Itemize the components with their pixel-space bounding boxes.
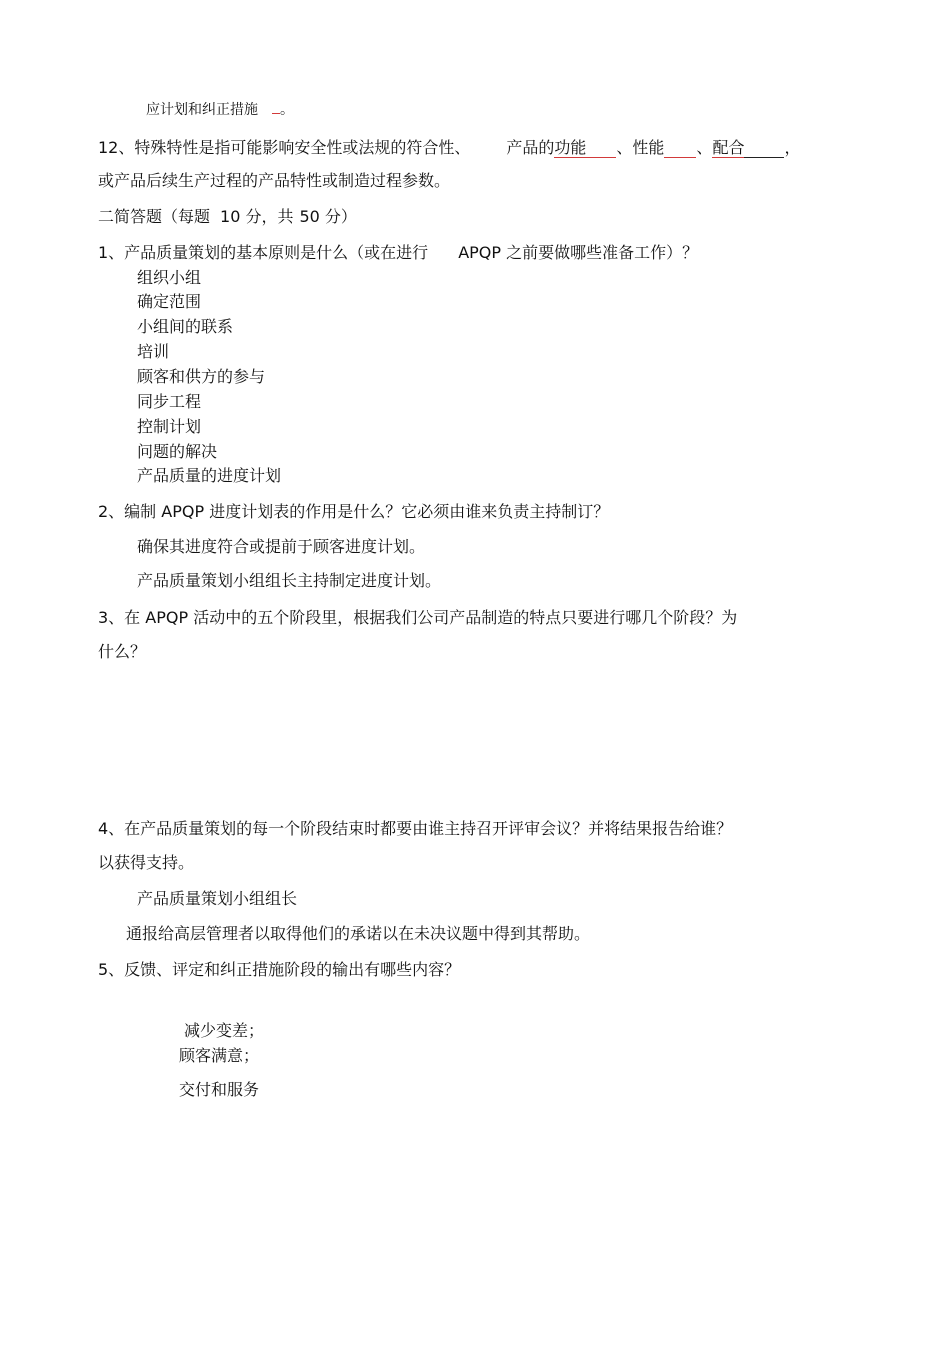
sa5-question: 5、反馈、评定和纠正措施阶段的输出有哪些内容？ [98,960,461,979]
sa3-question-line1: 3、在 APQP 活动中的五个阶段里，根据我们公司产品制造的特点只要进行哪几个阶段？为 [98,608,738,627]
sa1-answer-7: 控制计划 [137,417,202,436]
answer-fit: 配合 [712,138,745,157]
top-fragment [146,100,294,120]
sa2-answer-1: 确保其进度符合或提前于顾客进度计划。 [137,537,426,556]
sa2-question: 2、编制 APQP 进度计划表的作用是什么？它必须由谁来负责主持制订？ [98,502,610,521]
sa4-question-line2: 以获得支持。 [98,853,195,872]
top-fragment-text: 应计划和纠正措施 [146,102,258,118]
q12-part1: 12、特殊特性是指可能影响安全性或法规的符合性、 [98,138,471,157]
sa5-answer-3: 交付和服务 [179,1080,260,1099]
q12-sep2: 、 [696,138,713,157]
sa4-answer-1: 产品质量策划小组组长 [137,889,298,908]
sa1-answer-8: 问题的解决 [137,442,218,461]
q12-end: ， [784,138,801,157]
sa1-question: 1、产品质量策划的基本原则是什么（或在进行 APQP 之前要做哪些准备工作）？ [98,243,699,262]
sa3-question-line2: 什么？ [98,642,147,661]
sa4-answer-2: 通报给高层管理者以取得他们的承诺以在未决议题中得到其帮助。 [126,924,591,943]
top-fragment-tail: 。 [280,102,294,118]
question-12-line1 [98,138,800,158]
answer-performance-blank [664,139,696,158]
q12-sep1: 、性能 [616,138,665,157]
answer-function: 功能 [554,139,616,158]
section-title: 二简答题（每题 10 分，共 50 分） [98,207,357,226]
sa1-answer-2: 确定范围 [137,292,202,311]
sa1-answer-4: 培训 [137,342,170,361]
sa5-answer-1: 减少变差； [184,1021,265,1040]
sa4-question-line1: 4、在产品质量策划的每一个阶段结束时都要由谁主持召开评审会议？并将结果报告给谁？ [98,819,733,838]
sa1-answer-3: 小组间的联系 [137,317,234,336]
sa1-answer-5: 顾客和供方的参与 [137,367,266,386]
question-12-line2: 或产品后续生产过程的产品特性或制造过程参数。 [98,171,451,190]
sa1-answer-6: 同步工程 [137,392,202,411]
sa5-answer-2: 顾客满意； [179,1046,260,1065]
sa1-answer-9: 产品质量的进度计划 [137,466,282,485]
blank-underline [272,113,280,114]
sa2-answer-2: 产品质量策划小组组长主持制定进度计划。 [137,571,442,590]
q12-part2: 产品的 [506,138,555,157]
sa1-answer-1: 组织小组 [137,268,202,287]
blank-underline-fit [744,139,784,158]
